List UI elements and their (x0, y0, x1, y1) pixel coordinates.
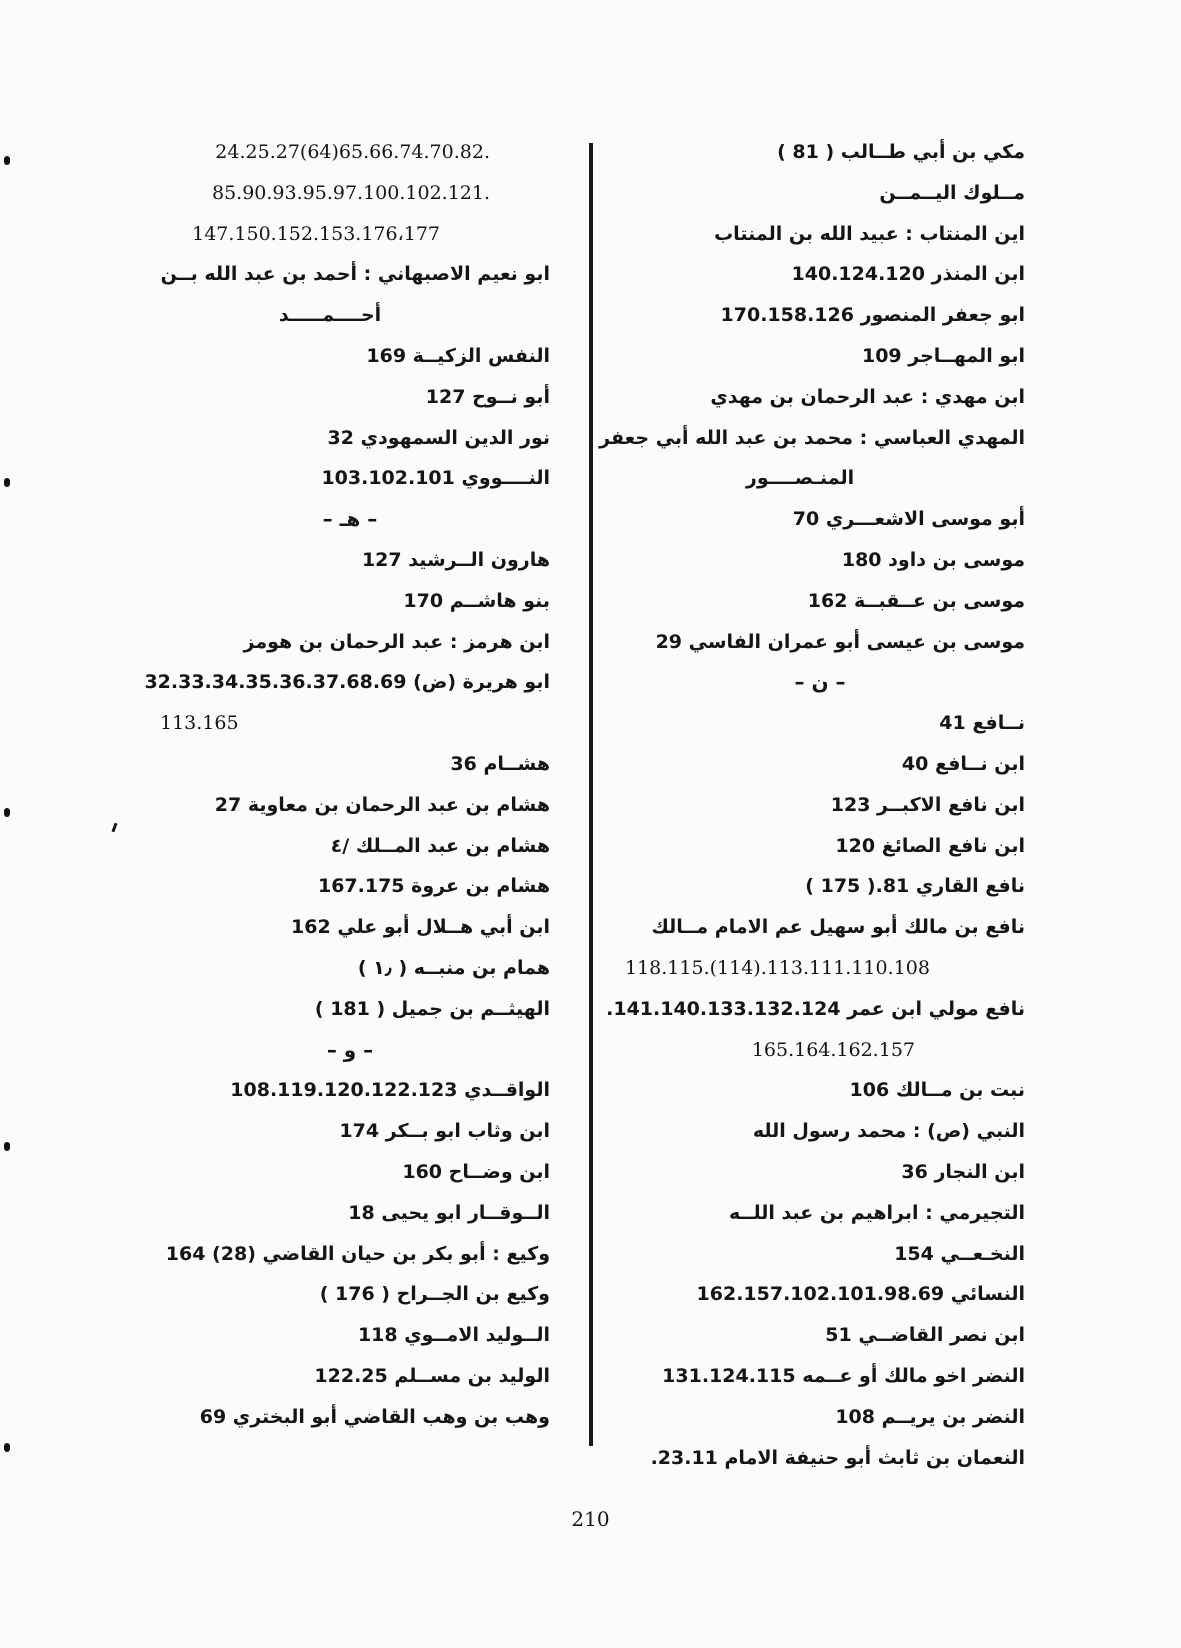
index-entry: ابن مهدي : عبد الرحمان بن مهدي (710, 385, 1025, 408)
index-entry: همام بن منبــه ( ١٫ ) (357, 956, 550, 979)
index-entry: النضر بن يريــم 108 (835, 1405, 1025, 1428)
index-entry: النفس الزكيــة 169 (366, 344, 550, 367)
index-column-left (144, 132, 550, 1438)
index-entry: النعمان بن ثابث أبو حنيفة الامام 23.11. (650, 1446, 1025, 1469)
index-entry: 85.90.93.95.97.100.102.121. (212, 181, 490, 204)
index-entry: 113.165 (160, 712, 239, 735)
index-entry: ابو هريرة (ض) 32.33.34.35.36.37.68.69 (144, 671, 550, 694)
index-entry: الواقــدي 108.119.120.122.123 (230, 1079, 550, 1102)
index-entry: النسائي 162.157.102.101.98.69 (696, 1283, 1025, 1306)
scan-mark (4, 1142, 10, 1151)
index-entry: النخـعــي 154 (894, 1242, 1025, 1265)
index-entry: النضر اخو مالك أو عــمه 131.124.115 (662, 1364, 1025, 1387)
index-entry: ابو جعفر المنصور 170.158.126 (720, 304, 1025, 327)
index-entry: 118.115.(114).113.111.110.108 (625, 956, 930, 979)
index-entry: المنـصــــور (745, 467, 855, 490)
index-entry: التجيرمي : ابراهيم بن عبد اللــه (729, 1201, 1025, 1224)
index-entry: الوليد بن مســلم 122.25 (314, 1364, 550, 1387)
index-entry: أبو نــوح 127 (425, 385, 550, 408)
index-entry: وكيع بن الجــراح ( 176 ) (319, 1283, 550, 1306)
index-entry: ابن نــافع 40 (901, 752, 1025, 775)
letter-heading: – هـ – (322, 507, 378, 532)
index-entry: ابن وثاب ابو بــكر 174 (339, 1120, 550, 1143)
index-entry: هارون الــرشيد 127 (361, 548, 550, 571)
index-entry: النبي (ص) : محمد رسول الله (752, 1120, 1025, 1143)
index-entry: 147.150.152.153.176،177 (192, 222, 440, 245)
index-entry: هشام بن عبد المــلك /٤ (330, 834, 550, 857)
index-entry: المهدي العباسي : محمد بن عبد الله أبي جعفر (599, 426, 1025, 449)
index-entry: الهيثــم بن جميل ( 181 ) (314, 997, 550, 1020)
letter-heading: – و – (326, 1037, 374, 1062)
index-entry: نافع مولي ابن عمر 141.140.133.132.124. (606, 997, 1025, 1020)
index-entry: نبت بن مــالك 106 (849, 1079, 1025, 1102)
index-entry: 165.164.162.157 (751, 1038, 915, 1061)
index-entry: أحــــمـــــد (278, 304, 382, 327)
index-entry: موسى بن عــقبــة 162 (807, 589, 1025, 612)
index-entry: نور الدين السمهودي 32 (327, 426, 550, 449)
letter-heading: – ن – (794, 670, 846, 695)
scan-mark (4, 1443, 10, 1452)
scan-speck (112, 823, 118, 832)
index-entry: وهب بن وهب القاضي أبو البختري 69 (199, 1405, 550, 1428)
index-entry: ابو نعيم الاصبهاني : أحمد بن عبد الله بــن (160, 263, 550, 286)
index-entry: ابن هرمز : عبد الرحمان بن هومز (243, 630, 550, 653)
index-entry: ابن النجار 36 (901, 1160, 1025, 1183)
index-entry: وكيع : أبو بكر بن حيان القاضي (28) 164 (165, 1242, 550, 1265)
scan-mark (4, 808, 10, 817)
index-entry: النــــووي 103.102.101 (321, 467, 550, 490)
index-entry: اين المنتاب : عبيد الله بن المنتاب (714, 222, 1025, 245)
scan-mark (4, 156, 10, 165)
index-entry: نافع القاري 81.( 175 ) (805, 875, 1025, 898)
column-divider (589, 143, 593, 1446)
index-entry: ابن وضــاح 160 (402, 1160, 550, 1183)
index-entry: موسى بن داود 180 (841, 548, 1025, 571)
index-entry: مكي بن أبي طــالب ( 81 ) (777, 141, 1025, 163)
index-entry: الــوقــار ابو يحيى 18 (348, 1201, 550, 1224)
index-entry: ابن نصر القاضــي 51 (825, 1324, 1025, 1347)
index-entry: بنو هاشــم 170 (403, 589, 550, 612)
index-column-right (599, 132, 1025, 1478)
index-entry: ابن نافع الاكبــر 123 (830, 793, 1025, 816)
index-entry: ابن أبي هــلال أبو علي 162 (291, 916, 550, 939)
page-number: 210 (571, 1507, 610, 1531)
index-entry: أبو موسى الاشعـــري 70 (792, 508, 1025, 531)
index-entry: موسى بن عيسى أبو عمران الفاسي 29 (655, 630, 1025, 653)
index-entry: ابن المنذر 140.124.120 (791, 263, 1025, 286)
index-entry: 24.25.27(64)65.66.74.70.82. (215, 141, 490, 163)
index-entry: نافع بن مالك أبو سهيل عم الامام مــالك (651, 916, 1025, 939)
scan-mark (4, 478, 10, 487)
index-entry: ابن نافع الصائغ 120 (835, 834, 1025, 857)
index-entry: هشــام 36 (450, 752, 550, 775)
index-entry: نــافع 41 (939, 712, 1025, 735)
index-entry: ابو المهــاجر 109 (861, 344, 1025, 367)
index-entry: هشام بن عروة 167.175 (317, 875, 550, 898)
index-entry: الــوليد الامــوي 118 (357, 1324, 550, 1347)
index-entry: هشام بن عبد الرحمان بن معاوية 27 (214, 793, 550, 816)
index-entry: مــلوك اليــمــن (879, 181, 1025, 204)
